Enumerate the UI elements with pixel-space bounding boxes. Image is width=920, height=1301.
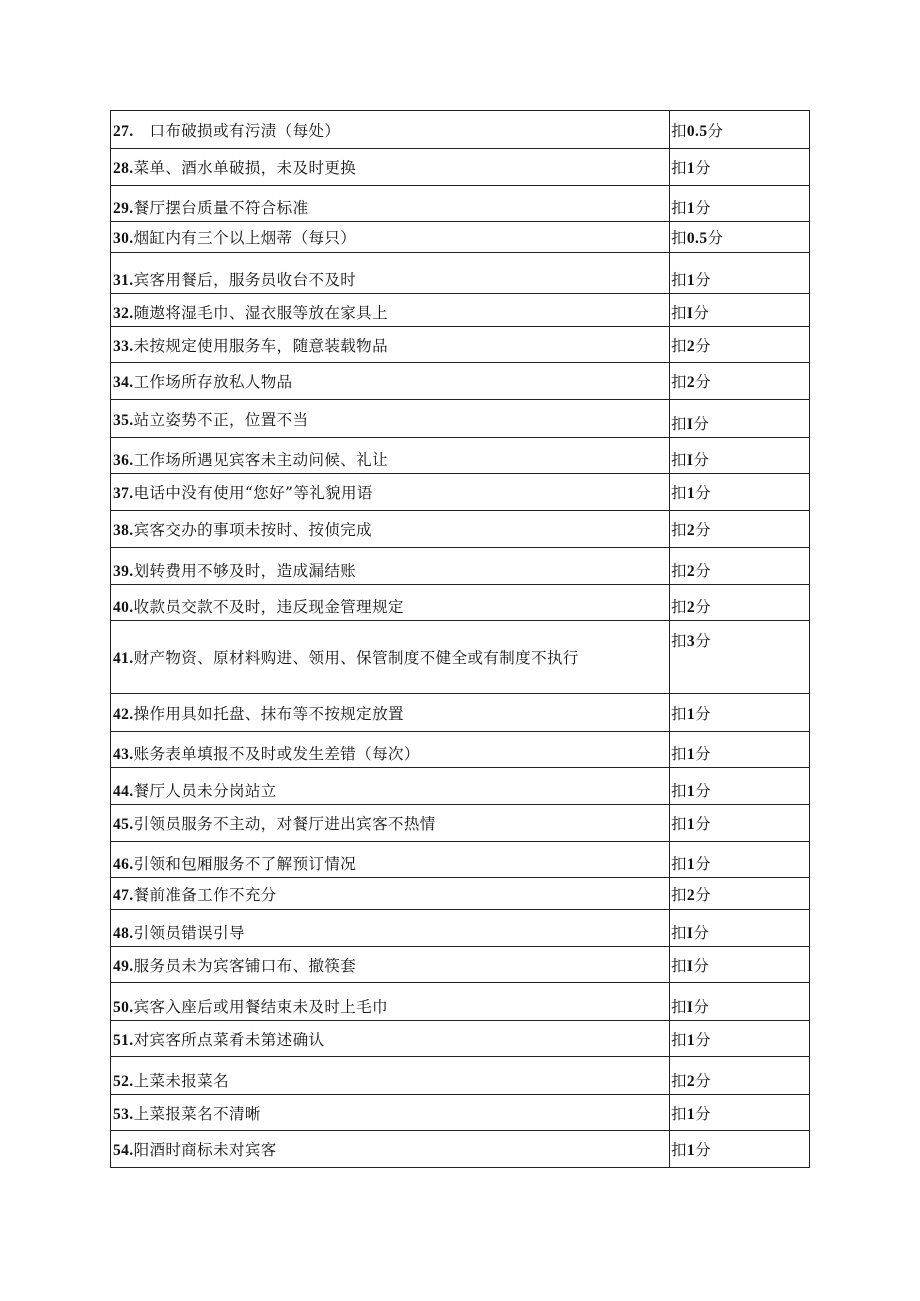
deduction-unit: 分 xyxy=(695,885,711,904)
deduction-unit: 分 xyxy=(693,451,710,469)
item-text: 电话中没有使用“您好”等礼貌用语 xyxy=(133,484,373,502)
deduction-cell xyxy=(670,363,810,400)
deduction-points: I xyxy=(686,452,694,469)
item-number: 29. xyxy=(113,200,134,217)
item-number: 38. xyxy=(113,522,134,539)
item-text: 餐厅摆台质量不符合标准 xyxy=(133,199,309,217)
rule-cell xyxy=(111,186,670,222)
deduction-cell xyxy=(670,1021,810,1057)
item-text: 烟缸内有三个以上烟蒂（每只） xyxy=(133,229,357,247)
item-text: 宾客交办的事项未按时、按侦完成 xyxy=(133,521,373,539)
rule-cell xyxy=(111,805,670,842)
deduction-prefix: 扣 xyxy=(671,415,687,433)
item-text: 宾客入座后或用餐结束未及时上毛巾 xyxy=(133,998,388,1016)
table-row xyxy=(111,983,810,1021)
deduction-prefix: 扣 xyxy=(671,484,687,502)
deduction-cell xyxy=(670,805,810,842)
deduction-cell xyxy=(670,511,810,548)
table-row xyxy=(111,878,810,910)
item-text: 阳酒时商标未对宾客 xyxy=(133,1141,277,1159)
rule-cell xyxy=(111,983,670,1021)
table-row xyxy=(111,1131,810,1168)
deduction-cell xyxy=(670,474,810,511)
item-gap xyxy=(134,122,150,140)
deduction-prefix: 扣 xyxy=(671,704,687,723)
table-row xyxy=(111,768,810,805)
deduction-prefix: 扣 xyxy=(671,815,687,833)
deduction-cell xyxy=(670,186,810,222)
deduction-prefix: 扣 xyxy=(671,229,687,247)
deduction-points: 1 xyxy=(686,1031,696,1049)
deduction-points: 1 xyxy=(686,705,696,723)
rule-cell xyxy=(111,511,670,548)
deduction-points: 1 xyxy=(686,200,696,217)
deduction-points: 3 xyxy=(686,633,696,650)
deduction-prefix: 扣 xyxy=(671,632,687,650)
deduction-prefix: 扣 xyxy=(671,1030,687,1049)
deduction-unit: 分 xyxy=(695,1030,711,1049)
rule-cell xyxy=(111,694,670,732)
deduction-cell xyxy=(670,111,810,149)
deduction-points: 2 xyxy=(686,337,696,355)
item-number: 48. xyxy=(113,925,134,942)
deduction-cell xyxy=(670,253,810,294)
item-number: 42. xyxy=(113,705,134,723)
rule-cell xyxy=(111,149,670,186)
item-text: 上菜未报菜名 xyxy=(133,1072,229,1090)
deduction-table-body xyxy=(111,111,810,1168)
item-number: 39. xyxy=(113,563,134,580)
deduction-unit: 分 xyxy=(695,782,711,800)
deduction-points: I xyxy=(686,999,694,1016)
deduction-cell xyxy=(670,327,810,363)
table-row xyxy=(111,111,810,149)
deduction-cell xyxy=(670,149,810,186)
item-text: 餐厅人员未分岗站立 xyxy=(133,782,277,800)
item-text: 划转费用不够及时，造成漏结账 xyxy=(133,562,357,580)
deduction-points: 0.5 xyxy=(686,230,708,247)
deduction-cell xyxy=(670,1131,810,1168)
item-number: 45. xyxy=(113,816,134,833)
item-text: 未按规定使用服务车，随意装载物品 xyxy=(133,336,388,355)
item-number: 35. xyxy=(113,411,134,429)
deduction-prefix: 扣 xyxy=(671,159,687,177)
rule-cell xyxy=(111,222,670,253)
table-row xyxy=(111,474,810,511)
deduction-unit: 分 xyxy=(695,199,711,217)
table-row xyxy=(111,186,810,222)
item-text: 引领和包厢服务不了解预订情况 xyxy=(133,855,357,873)
deduction-prefix: 扣 xyxy=(671,1072,687,1090)
item-text: 随遨将湿毛巾、湿衣服等放在家具上 xyxy=(133,304,388,322)
item-text: 宾客用餐后，服务员收台不及时 xyxy=(133,271,357,289)
rule-cell xyxy=(111,910,670,947)
deduction-points: 1 xyxy=(686,746,696,763)
deduction-points: I xyxy=(686,957,694,975)
rule-cell xyxy=(111,842,670,878)
item-number: 37. xyxy=(113,485,134,502)
table-row xyxy=(111,585,810,621)
item-number: 31. xyxy=(113,272,134,289)
item-number: 54. xyxy=(113,1142,134,1159)
deduction-unit: 分 xyxy=(693,956,710,975)
deduction-cell xyxy=(670,548,810,585)
rule-cell xyxy=(111,363,670,400)
item-number: 32. xyxy=(113,305,134,322)
rule-cell xyxy=(111,111,670,149)
deduction-unit: 分 xyxy=(693,415,710,433)
item-number: 43. xyxy=(113,746,134,763)
rule-cell xyxy=(111,253,670,294)
deduction-points: 2 xyxy=(686,886,696,904)
rule-cell xyxy=(111,732,670,768)
deduction-points: 2 xyxy=(686,522,696,539)
table-row xyxy=(111,1095,810,1131)
table-row xyxy=(111,400,810,438)
rule-cell xyxy=(111,327,670,363)
deduction-cell xyxy=(670,1095,810,1131)
deduction-points: 1 xyxy=(686,816,696,833)
deduction-prefix: 扣 xyxy=(671,271,687,289)
deduction-prefix: 扣 xyxy=(671,855,687,873)
deduction-unit: 分 xyxy=(695,598,711,616)
deduction-cell xyxy=(670,294,810,327)
table-row xyxy=(111,548,810,585)
item-number: 36. xyxy=(113,452,134,469)
table-row xyxy=(111,253,810,294)
deduction-unit: 分 xyxy=(695,632,711,650)
deduction-prefix: 扣 xyxy=(671,1104,687,1123)
rule-cell xyxy=(111,585,670,621)
rule-cell xyxy=(111,947,670,983)
deduction-table xyxy=(110,110,810,1168)
rule-cell xyxy=(111,1057,670,1095)
item-number: 51. xyxy=(113,1031,134,1049)
table-row xyxy=(111,222,810,253)
deduction-points: 2 xyxy=(686,1073,696,1090)
deduction-points: 1 xyxy=(686,160,696,177)
deduction-points: 1 xyxy=(686,485,696,502)
deduction-unit: 分 xyxy=(695,745,711,763)
item-text: 操作用具如托盘、抹布等不按规定放置 xyxy=(133,704,404,723)
deduction-unit: 分 xyxy=(695,484,711,502)
deduction-cell xyxy=(670,438,810,474)
rule-cell xyxy=(111,438,670,474)
rule-cell xyxy=(111,1095,670,1131)
deduction-prefix: 扣 xyxy=(671,521,687,539)
item-text: 口布破损或有污渍（每处） xyxy=(149,121,341,140)
deduction-cell xyxy=(670,694,810,732)
table-row xyxy=(111,910,810,947)
rule-cell xyxy=(111,621,670,694)
item-number: 53. xyxy=(113,1105,134,1123)
deduction-prefix: 扣 xyxy=(671,562,687,580)
table-row xyxy=(111,294,810,327)
deduction-unit: 分 xyxy=(695,336,711,355)
rule-cell xyxy=(111,768,670,805)
table-row xyxy=(111,732,810,768)
rule-cell xyxy=(111,294,670,327)
deduction-points: 1 xyxy=(686,856,696,873)
deduction-cell xyxy=(670,983,810,1021)
item-number: 46. xyxy=(113,856,134,873)
item-text: 工作场所遇见宾客未主动问候、礼让 xyxy=(133,451,388,469)
deduction-unit: 分 xyxy=(693,304,710,322)
table-row xyxy=(111,694,810,732)
deduction-prefix: 扣 xyxy=(671,451,687,469)
deduction-unit: 分 xyxy=(695,159,711,177)
item-text: 工作场所存放私人物品 xyxy=(133,373,293,391)
deduction-prefix: 扣 xyxy=(671,924,687,942)
deduction-unit: 分 xyxy=(695,1072,711,1090)
item-number: 44. xyxy=(113,783,134,800)
deduction-prefix: 扣 xyxy=(671,199,687,217)
item-number: 27. xyxy=(113,122,134,140)
rule-cell xyxy=(111,1021,670,1057)
deduction-unit: 分 xyxy=(695,271,711,289)
table-row xyxy=(111,621,810,694)
table-row xyxy=(111,842,810,878)
item-text: 引领员错误引导 xyxy=(133,924,245,942)
item-text: 财产物资、原材料购进、领用、保管制度不健全或有制度不执行 xyxy=(133,649,579,667)
item-number: 33. xyxy=(113,337,134,355)
item-number: 34. xyxy=(113,374,134,391)
deduction-points: I xyxy=(686,416,694,433)
item-number: 52. xyxy=(113,1073,134,1090)
deduction-cell xyxy=(670,732,810,768)
deduction-unit: 分 xyxy=(695,1104,711,1123)
deduction-prefix: 扣 xyxy=(671,598,687,616)
table-row xyxy=(111,327,810,363)
deduction-cell xyxy=(670,400,810,438)
rule-cell xyxy=(111,548,670,585)
deduction-points: 1 xyxy=(686,272,696,289)
item-text: 服务员未为宾客铺口布、撤筷套 xyxy=(133,956,357,975)
deduction-unit: 分 xyxy=(695,521,711,539)
table-row xyxy=(111,805,810,842)
deduction-points: 2 xyxy=(686,374,696,391)
item-text: 引领员服务不主动，对餐厅进出宾客不热情 xyxy=(133,815,436,833)
table-row xyxy=(111,363,810,400)
deduction-cell xyxy=(670,585,810,621)
table-row xyxy=(111,1021,810,1057)
deduction-unit: 分 xyxy=(695,704,711,723)
deduction-prefix: 扣 xyxy=(671,1141,687,1159)
table-row xyxy=(111,511,810,548)
deduction-cell xyxy=(670,222,810,253)
item-number: 41. xyxy=(113,650,134,667)
deduction-cell xyxy=(670,842,810,878)
item-text: 对宾客所点菜肴未第述确认 xyxy=(133,1030,325,1049)
deduction-cell xyxy=(670,910,810,947)
deduction-unit: 分 xyxy=(693,998,710,1016)
deduction-unit: 分 xyxy=(695,855,711,873)
deduction-points: 1 xyxy=(686,1142,696,1159)
deduction-prefix: 扣 xyxy=(671,373,687,391)
table-row xyxy=(111,149,810,186)
item-text: 菜单、酒水单破损，未及时更换 xyxy=(133,159,357,177)
deduction-unit: 分 xyxy=(695,373,711,391)
deduction-cell xyxy=(670,621,810,694)
deduction-unit: 分 xyxy=(695,562,711,580)
deduction-prefix: 扣 xyxy=(671,782,687,800)
deduction-unit: 分 xyxy=(693,924,710,942)
table-row xyxy=(111,947,810,983)
deduction-points: 2 xyxy=(686,599,696,616)
deduction-points: I xyxy=(686,305,694,322)
deduction-cell xyxy=(670,878,810,910)
deduction-unit: 分 xyxy=(695,1141,711,1159)
table-row xyxy=(111,1057,810,1095)
table-row xyxy=(111,438,810,474)
deduction-points: 2 xyxy=(686,563,696,580)
deduction-prefix: 扣 xyxy=(671,885,687,904)
item-text: 站立姿势不正，位置不当 xyxy=(133,410,309,429)
item-text: 餐前准备工作不充分 xyxy=(133,885,277,904)
deduction-prefix: 扣 xyxy=(671,998,687,1016)
item-number: 50. xyxy=(113,999,134,1016)
deduction-points: 1 xyxy=(686,1105,696,1123)
item-text: 收款员交款不及时，违反现金管理规定 xyxy=(133,598,404,616)
deduction-cell xyxy=(670,947,810,983)
item-number: 28. xyxy=(113,160,134,177)
deduction-cell xyxy=(670,1057,810,1095)
item-text: 上菜报菜名不清晰 xyxy=(133,1104,261,1123)
item-number: 47. xyxy=(113,886,134,904)
deduction-unit: 分 xyxy=(695,815,711,833)
rule-cell xyxy=(111,878,670,910)
deduction-unit: 分 xyxy=(707,121,724,140)
deduction-prefix: 扣 xyxy=(671,956,687,975)
item-number: 30. xyxy=(113,230,134,247)
deduction-prefix: 扣 xyxy=(671,121,687,140)
deduction-points: 0.5 xyxy=(686,122,708,140)
item-number: 40. xyxy=(113,599,134,616)
rule-cell xyxy=(111,400,670,438)
item-text: 账务表单填报不及时或发生差错（每次） xyxy=(133,745,420,763)
deduction-cell xyxy=(670,768,810,805)
deduction-prefix: 扣 xyxy=(671,745,687,763)
rule-cell xyxy=(111,474,670,511)
deduction-prefix: 扣 xyxy=(671,336,687,355)
deduction-unit: 分 xyxy=(707,229,724,247)
item-number: 49. xyxy=(113,957,134,975)
deduction-prefix: 扣 xyxy=(671,304,687,322)
rule-cell xyxy=(111,1131,670,1168)
deduction-points: I xyxy=(686,925,694,942)
deduction-points: 1 xyxy=(686,783,696,800)
